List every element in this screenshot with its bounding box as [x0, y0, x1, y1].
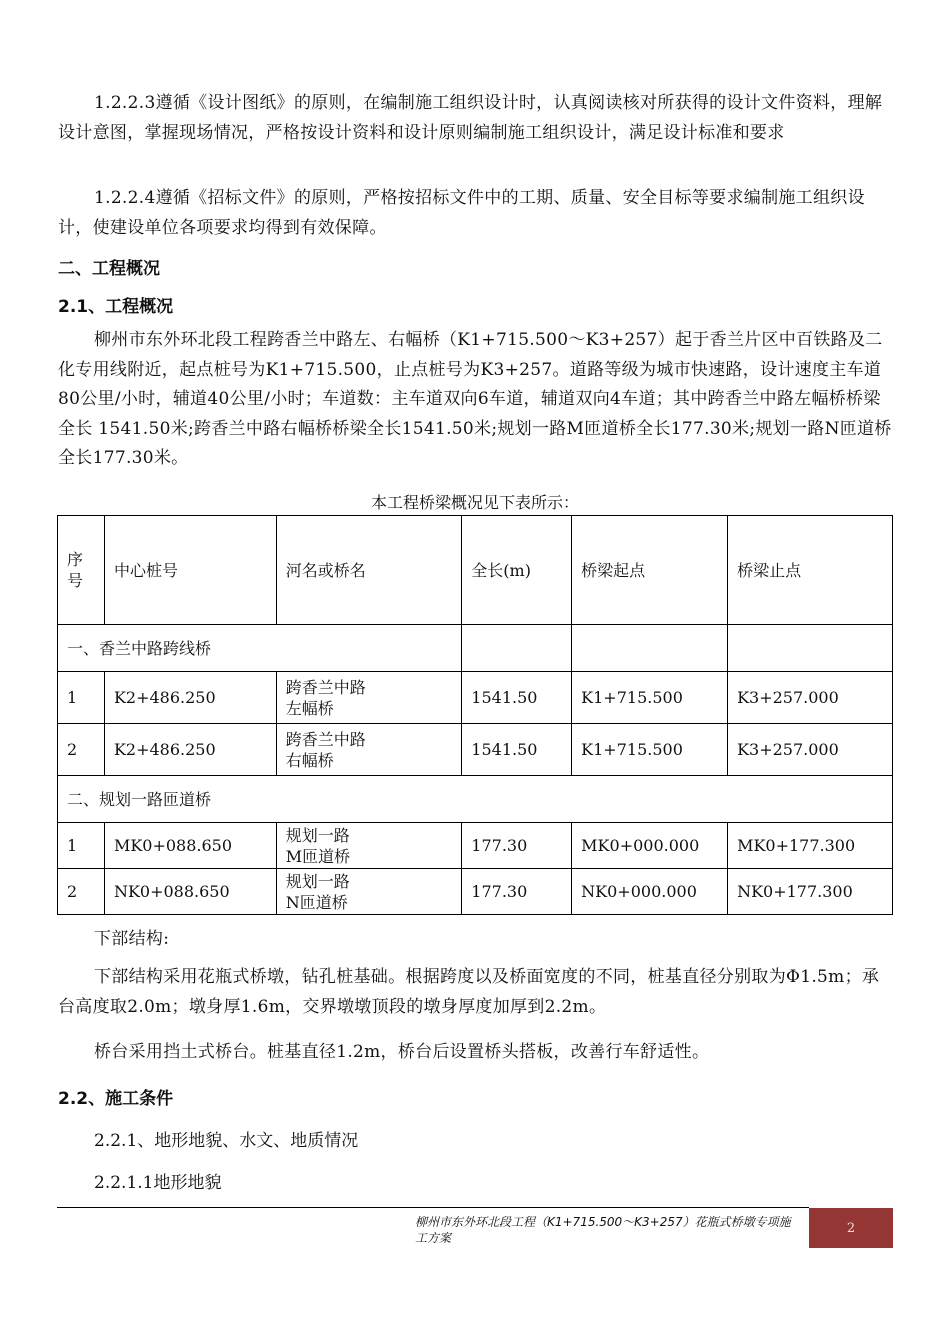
table-caption: 本工程桥梁概况见下表所示： — [370, 493, 579, 512]
table-header-row — [58, 516, 893, 625]
table-row: 2 NK0+088.650 规划一路 N匝道桥 177.30 NK0+000.000 NK0+177.300 — [58, 869, 893, 915]
bridge-overview-table — [57, 515, 893, 915]
paragraph-project-description: 柳州市东外环北段工程跨香兰中路左、右幅桥（K1+715.500～K3+257）起于香兰片区中百铁路及二化专用线附近，起点桩号为K1+715.500，止点桩号为K3+257。道路等级为城市快速路，设计速度主车道80公里/小时，辅道40公里/小时；车道数：主车道双向6车道，辅道双向4车道；其中跨香兰中路左幅桥桥梁全长 1541.50米;跨香兰中路右幅桥桥梁全长1541.50米;规划一路M匝道桥全长177.30米;规划一路N匝道桥全长177.30米。 — [58, 330, 892, 468]
substructure-label: 下部结构: — [94, 929, 170, 949]
subsection-heading-2-1: 2.1、工程概况 — [58, 297, 174, 317]
table-section-row — [58, 776, 893, 823]
paragraph-abutment: 桥台采用挡土式桥台。桩基直径1.2m，桥台后设置桥头搭板，改善行车舒适性。 — [94, 1042, 710, 1062]
table-row: 1 K2+486.250 跨香兰中路 左幅桥 1541.50 K1+715.500 K3+257.000 — [58, 672, 893, 724]
header-cell-center-stake: 中心桩号 — [104, 516, 276, 625]
header-cell-end: 桥梁止点 — [728, 516, 893, 625]
footer-divider — [57, 1207, 809, 1208]
subsection-heading-2-2: 2.2、施工条件 — [58, 1089, 174, 1109]
table-row: 1 MK0+088.650 规划一路 M匝道桥 177.30 MK0+000.000 MK0+177.300 — [58, 823, 893, 869]
paragraph-design-drawings: 1.2.2.3遵循《设计图纸》的原则，在编制施工组织设计时，认真阅读核对所获得的设计文件资料，理解设计意图，掌握现场情况，严格按设计资料和设计原则编制施工组织设计，满足设计标准和要求 — [58, 93, 883, 143]
table-section-row — [58, 625, 893, 672]
header-cell-length: 全长(m) — [462, 516, 572, 625]
paragraph-tender-documents: 1.2.2.4遵循《招标文件》的原则，严格按招标文件中的工期、质量、安全目标等要求编制施工组织设计，使建设单位各项要求均得到有效保障。 — [58, 188, 865, 238]
section-label-xianglan: 一、香兰中路跨线桥 — [58, 625, 462, 672]
paragraph-substructure: 下部结构采用花瓶式桥墩，钻孔桩基础。根据跨度以及桥面宽度的不同，桩基直径分别取为Φ1.5m；承台高度取2.0m；墩身厚1.6m，交界墩墩顶段的墩身厚度加厚到2.2m。 — [58, 967, 880, 1017]
header-cell-bridge-name: 河名或桥名 — [276, 516, 461, 625]
section-label-ramp-bridges: 二、规划一路匝道桥 — [58, 776, 893, 823]
page-number-badge: 2 — [809, 1208, 893, 1248]
footer-document-title: 柳州市东外环北段工程（K1+715.500～K3+257）花瓶式桥墩专项施工方案 — [415, 1215, 791, 1245]
header-cell-start: 桥梁起点 — [572, 516, 728, 625]
header-cell-index: 序号 — [58, 516, 105, 625]
subsection-line-2-2-1: 2.2.1、地形地貌、水文、地质情况 — [94, 1131, 359, 1151]
table-row: 2 K2+486.250 跨香兰中路 右幅桥 1541.50 K1+715.500 K3+257.000 — [58, 724, 893, 776]
subsection-line-2-2-1-1: 2.2.1.1地形地貌 — [94, 1173, 222, 1193]
section-heading-project-overview: 二、工程概况 — [58, 259, 160, 279]
